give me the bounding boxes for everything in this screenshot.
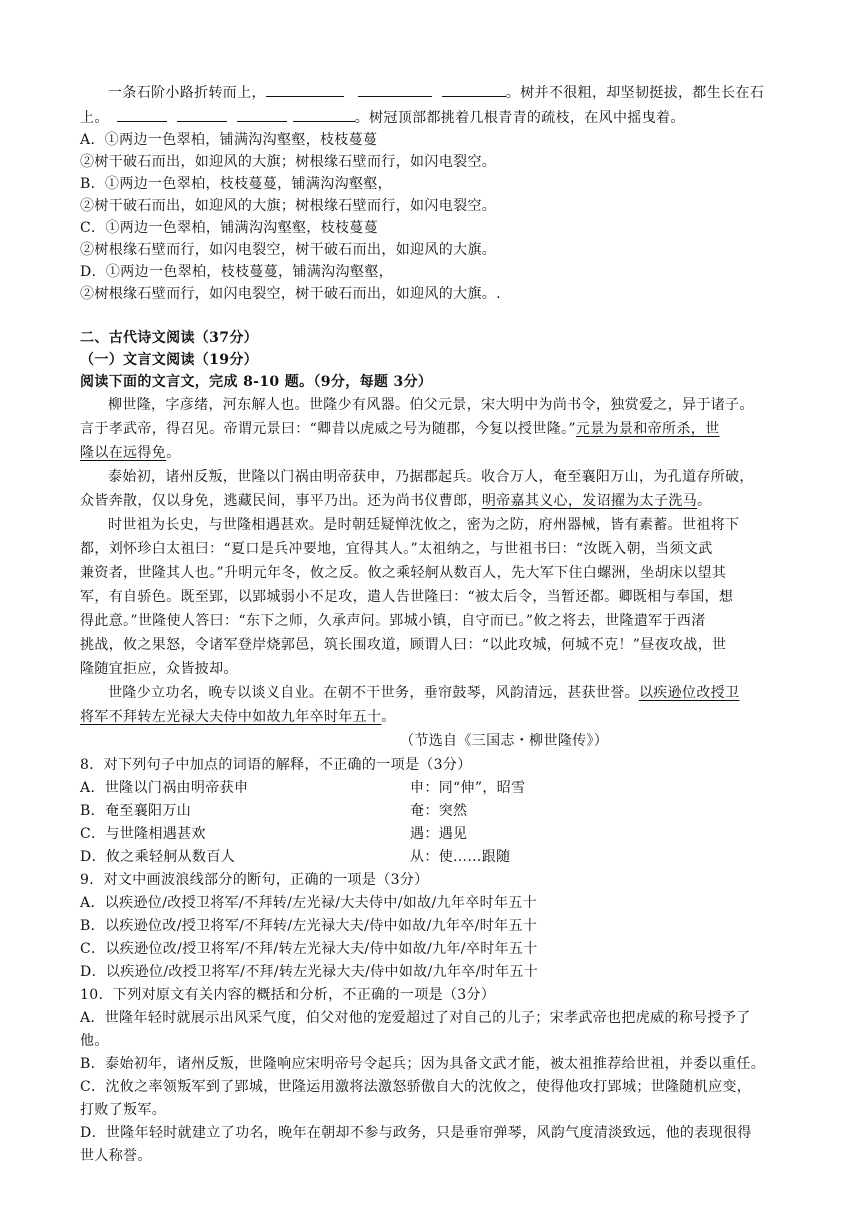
subsection-title: （一）文言文阅读（19分） xyxy=(80,352,259,368)
answer-blank[interactable] xyxy=(358,82,432,97)
option-explanation: 奄：突然 xyxy=(410,803,468,819)
q8-option-c[interactable] xyxy=(80,823,790,845)
q10-option-a[interactable]: A．世隆年轻时就展示出风采气度，伯父对他的宠爱超过了对自己的儿子；宋孝武帝也把虎威的称号授予了 xyxy=(80,1010,751,1026)
q10-option-b[interactable]: B．泰始初年，诸州反叛，世隆响应宋明帝号令起兵；因为具备文武才能，被太祖推荐给世祖，并委以重任。 xyxy=(80,1056,766,1072)
q7-option-a1[interactable]: A．①两边一色翠柏，铺满沟沟壑壑，枝枝蔓蔓 xyxy=(80,132,378,148)
q7-option-d1[interactable]: D．①两边一色翠柏，枝枝蔓蔓，铺满沟沟壑壑， xyxy=(80,264,393,280)
q8-option-a[interactable] xyxy=(80,777,790,799)
passage-text: 言于孝武帝，得召见。帝谓元景曰：“卿昔以虎威之号为随郡，今复以授世隆。” xyxy=(80,421,576,437)
passage-text: 世隆少立功名，晚专以谈义自业。在朝不干世务，垂帘鼓琴，风韵清远，甚获世誉。 xyxy=(108,685,639,701)
q9-stem: 9．对文中画波浪线部分的断句，正确的一项是（3分） xyxy=(80,872,429,888)
answer-blank[interactable] xyxy=(237,107,287,122)
q9-option-b[interactable]: B．以疾逊位改/授卫将军/不拜转/左光禄大夫/侍中如故/九年卒/时年五十 xyxy=(80,918,538,934)
q7-option-b1[interactable]: B．①两边一色翠柏，枝枝蔓蔓，铺满沟沟壑壑， xyxy=(80,176,392,192)
option-text: C．与世隆相遇甚欢 xyxy=(80,826,206,842)
underlined-sentence: 元景为景和帝所杀，世 xyxy=(575,421,720,437)
q10-option-a-cont: 他。 xyxy=(80,1033,109,1049)
passage-line: 得此意。”世隆使人答曰：“东下之师，久承声问。郢城小镇，自守而已。”攸之将去，世隆遣军于西渚 xyxy=(80,613,706,629)
option-text: B．奄至襄阳万山 xyxy=(80,803,192,819)
q8-option-d[interactable] xyxy=(80,846,790,868)
option-text: A．世隆以门祸由明帝获申 xyxy=(80,780,249,796)
passage-line: 柳世隆，字彦绪，河东解人也。世隆少有风器。伯父元景，宋大明中为尚书令，独赏爱之，异于诸子。 xyxy=(108,397,754,413)
option-explanation: 从：使……跟随 xyxy=(410,849,511,865)
passage-line: 隆随宜拒应，众皆披却。 xyxy=(80,661,238,677)
underlined-sentence: 隆以在远得免 xyxy=(80,445,167,461)
passage-line xyxy=(108,682,739,704)
passage-text: 。 xyxy=(381,709,396,725)
q10-option-c-cont: 打败了叛军。 xyxy=(80,1102,167,1118)
wavy-underlined-sentence: 将军不拜转左光禄大夫侍中如故九年卒时年五十 xyxy=(80,709,382,725)
q8-stem: 8．对下列句子中加点的词语的解释，不正确的一项是（3分） xyxy=(80,757,472,773)
q7-option-b2: ②树干破石而出，如迎风的大旗；树根缘石壁而行，如闪电裂空。 xyxy=(80,198,497,214)
q7-stem-text-c: 上。 xyxy=(80,110,109,126)
passage-line: 泰始初，诸州反叛，世隆以门祸由明帝获申，乃据郡起兵。收合万人，奄至襄阳万山，为孔道存所破， xyxy=(108,469,754,485)
q7-stem-line-1 xyxy=(108,82,764,104)
passage-line xyxy=(80,490,711,512)
q7-option-d2: ②树根缘石壁而行，如闪电裂空，树干破石而出，如迎风的大旗。. xyxy=(80,286,501,302)
wavy-underlined-sentence: 以疾逊位改授卫 xyxy=(638,685,740,701)
q7-stem-text-d: 。树冠顶部都挑着几根青青的疏枝，在风中摇曳着。 xyxy=(354,110,685,126)
answer-blank[interactable] xyxy=(266,82,344,97)
q8-option-b[interactable] xyxy=(80,800,790,822)
answer-blank[interactable] xyxy=(293,107,355,122)
q7-stem-line-2 xyxy=(80,107,685,129)
passage-line: 挑战，攸之果怒，令诸军登岸烧郭邑，筑长围攻道，顾谓人曰：“以此攻城，何城不克！”昼夜攻战，世 xyxy=(80,637,727,653)
passage-line: 军，有自骄色。既至郢，以郢城弱小不足攻，遣人告世隆曰：“被太后令，当暂还都。卿既相与奉国，想 xyxy=(80,589,734,605)
q7-stem-text-b: 。树并不很粗，却坚韧挺拔，都生长在石 xyxy=(505,85,765,101)
section-title: 二、古代诗文阅读（37分） xyxy=(80,330,259,346)
q10-stem: 10．下列对原文有关内容的概括和分析，不正确的一项是（3分） xyxy=(80,987,496,1003)
reading-instruction: 阅读下面的文言文，完成 8-10 题。（9分，每题 3分） xyxy=(80,374,433,390)
q9-option-c[interactable]: C．以疾逊位改/授卫将军/不拜/转左光禄大夫/侍中如故/九年/卒时年五十 xyxy=(80,941,538,957)
option-text: D．攸之乘轻舸从数百人 xyxy=(80,849,236,865)
q10-option-c[interactable]: C．沈攸之率领叛军到了郢城，世隆运用激将法激怒骄傲自大的沈攸之，使得他攻打郢城；世隆随机应变， xyxy=(80,1079,752,1095)
answer-blank[interactable] xyxy=(442,82,506,97)
underlined-sentence: 明帝嘉其义心，发诏擢为太子洗马 xyxy=(481,493,698,509)
passage-line: 兼资者，世隆其人也。”升明元年冬，攸之反。攸之乘轻舸从数百人，先大军下住白螺洲，坐胡床以望其 xyxy=(80,565,727,581)
answer-blank[interactable] xyxy=(117,107,167,122)
q10-option-d-cont: 世人称誉。 xyxy=(80,1148,152,1164)
q9-option-d[interactable]: D．以疾逊位/改授卫将军/不拜/转左光禄大夫/侍中如故/九年卒/时年五十 xyxy=(80,964,539,980)
q9-option-a[interactable]: A．以疾逊位/改授卫将军/不拜转/左光禄/大夫侍中/如故/九年卒时年五十 xyxy=(80,895,538,911)
passage-line xyxy=(80,442,180,464)
q10-option-d[interactable]: D．世隆年轻时就建立了功名，晚年在朝却不参与政务，只是垂帘弹琴，风韵气度清淡致远，他的表现很得 xyxy=(80,1125,752,1141)
passage-line xyxy=(80,706,396,728)
answer-blank[interactable] xyxy=(177,107,227,122)
passage-line: 都，刘怀珍白太祖曰：“夏口是兵冲要地，宜得其人。”太祖纳之，与世祖书曰：“汝既入朝，当须文武 xyxy=(80,541,713,557)
passage-text: 。 xyxy=(697,493,712,509)
option-explanation: 申：同“伸”，昭雪 xyxy=(410,780,526,796)
passage-text: 众皆奔散，仅以身免，逃藏民间，事平乃出。还为尚书仪曹郎， xyxy=(80,493,482,509)
passage-line xyxy=(80,418,719,440)
passage-source: （节选自《三国志・柳世隆传》） xyxy=(400,733,609,749)
option-explanation: 遇：遇见 xyxy=(410,826,468,842)
q7-option-a2: ②树干破石而出，如迎风的大旗；树根缘石壁而行，如闪电裂空。 xyxy=(80,154,497,170)
q7-option-c1[interactable]: C．①两边一色翠柏，铺满沟沟壑壑，枝枝蔓蔓 xyxy=(80,220,379,236)
passage-line: 时世祖为长史，与世隆相遇甚欢。是时朝廷疑惮沈攸之，密为之防，府州器械，皆有素蓄。世祖将下 xyxy=(108,517,740,533)
passage-text: 。 xyxy=(166,445,181,461)
q7-stem-text-a: 一条石阶小路折转而上， xyxy=(108,85,266,101)
q7-option-c2: ②树根缘石壁而行，如闪电裂空，树干破石而出，如迎风的大旗。 xyxy=(80,242,497,258)
